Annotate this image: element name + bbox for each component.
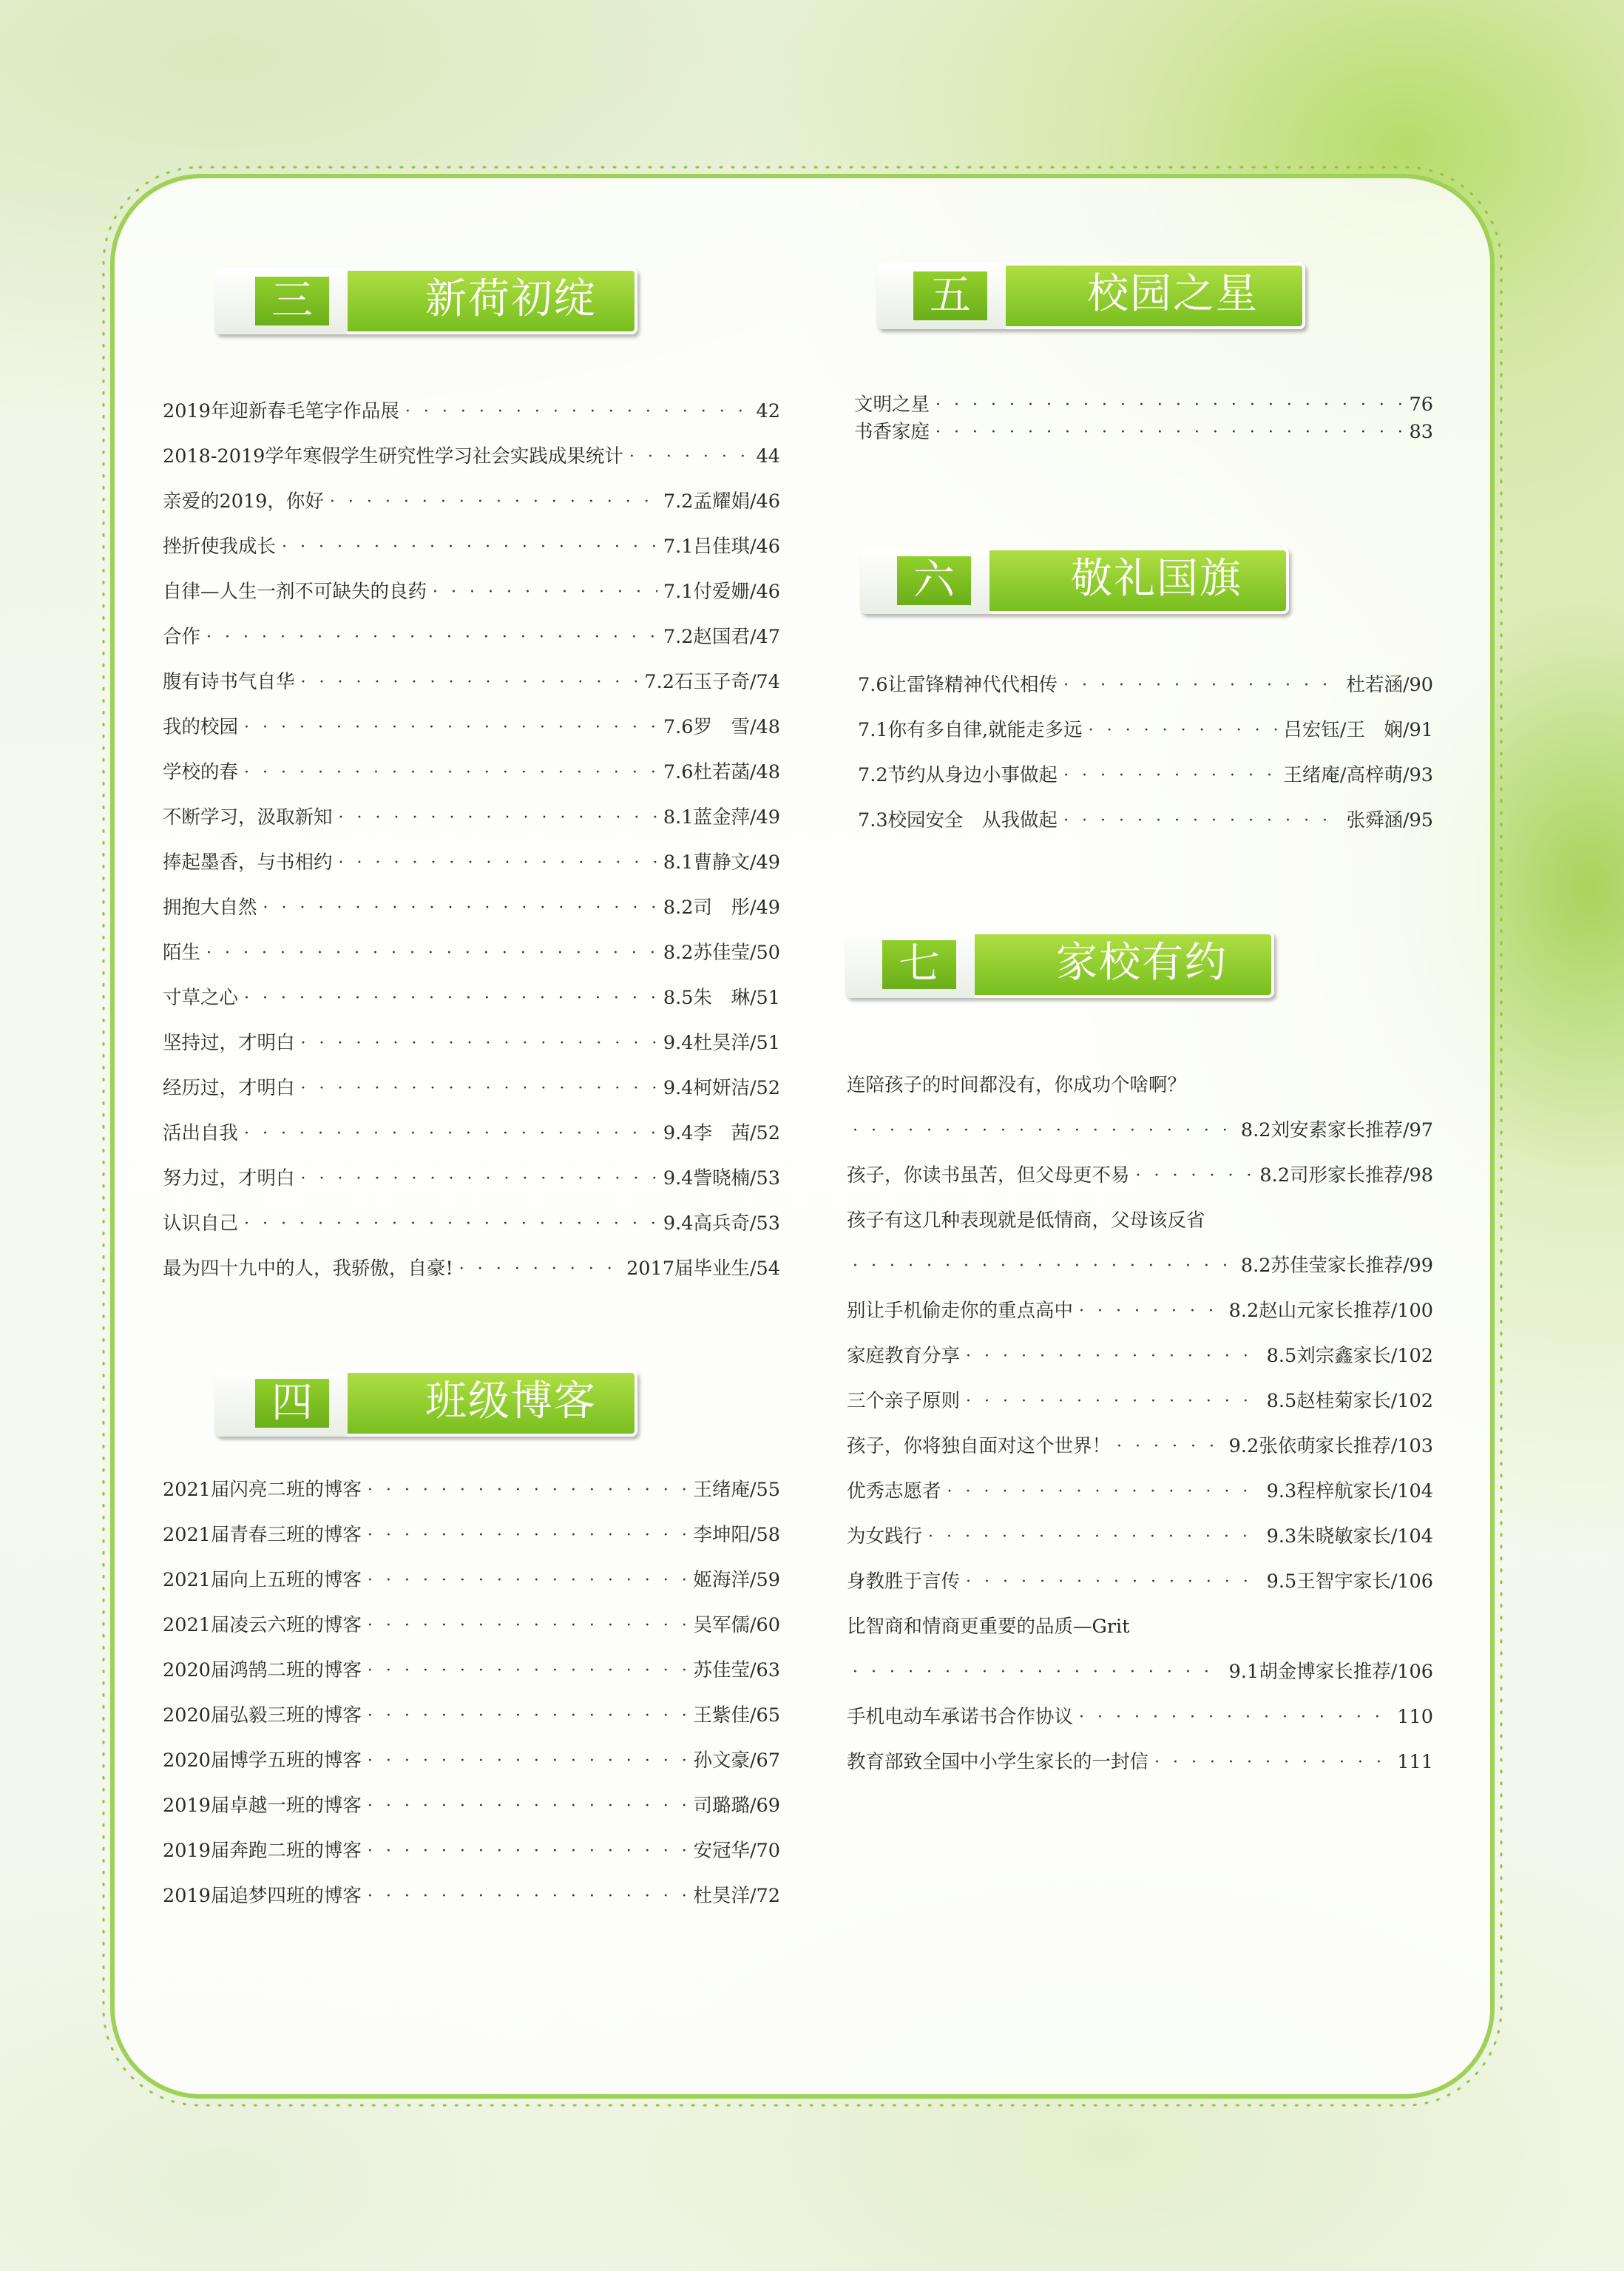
toc-entry-page: 2017届毕业生/54 — [626, 1258, 780, 1280]
toc-entry — [163, 615, 780, 660]
toc-entry-page: 8.2苏佳莹/50 — [663, 942, 780, 964]
toc-entry-title: 手机电动车承诺书合作协议 — [847, 1706, 1074, 1728]
toc-entry-page: 7.2孟耀娟/46 — [663, 490, 780, 513]
toc-entry-title: 孩子，你读书虽苦，但父母更不易 — [847, 1164, 1130, 1187]
toc-entry-page: 姬海洋/59 — [693, 1569, 780, 1591]
toc-entry — [163, 931, 780, 976]
toc-entry-title: 教育部致全国中小学生家长的一封信 — [847, 1751, 1149, 1773]
toc-entry — [847, 1379, 1433, 1424]
toc-entry — [847, 1153, 1433, 1198]
toc-entry-page: 吕宏钰/王 娴/91 — [1283, 719, 1433, 741]
dot-leader — [244, 976, 657, 1021]
toc-entry-title: 家庭教育分享 — [847, 1345, 961, 1367]
toc-list-s4 — [163, 1468, 780, 1919]
dot-leader — [368, 1648, 688, 1693]
section-title: 敬礼国旗 — [1071, 555, 1242, 603]
toc-entry — [163, 705, 780, 750]
toc-entry-title: 学校的春 — [163, 761, 239, 783]
dot-leader — [1117, 1424, 1223, 1469]
toc-entry — [163, 1738, 780, 1784]
section-number: 七 — [882, 940, 956, 989]
toc-entry — [163, 1066, 780, 1111]
toc-entry — [163, 750, 780, 795]
toc-entry-page: 李坤阳/58 — [693, 1524, 780, 1546]
dot-leader — [1079, 1289, 1223, 1334]
toc-entry-page: 杜若涵/90 — [1346, 674, 1433, 696]
toc-entry-title: 文明之星 — [854, 394, 930, 416]
toc-entry-title: 不断学习，汲取新知 — [163, 806, 333, 829]
toc-entry-title: 努力过，才明白 — [163, 1167, 295, 1190]
toc-entry-title: 自律—人生一剂不可缺失的良药 — [163, 581, 427, 603]
toc-entry — [847, 1289, 1433, 1334]
toc-entry — [163, 570, 780, 615]
toc-entry — [847, 1469, 1433, 1514]
section-header-5 — [876, 263, 1305, 329]
toc-entry-title: 7.6让雷锋精神代代相传 — [858, 674, 1058, 696]
dot-leader — [244, 1111, 657, 1156]
toc-entry-page: 9.1胡金博家长推荐/106 — [1228, 1661, 1433, 1683]
toc-entry-title: 经历过，才明白 — [163, 1077, 295, 1099]
toc-entry-title: 腹有诗书气自华 — [163, 671, 295, 693]
dot-leader — [244, 1201, 657, 1246]
toc-entry-page: 44 — [756, 445, 780, 468]
toc-entry — [847, 1514, 1433, 1559]
toc-entry-page: 76 — [1409, 394, 1433, 416]
toc-entry-page: 9.3朱晓敏家长/104 — [1266, 1525, 1433, 1548]
toc-entry — [163, 1829, 780, 1874]
dot-leader — [853, 1244, 1235, 1289]
dot-leader — [1063, 663, 1340, 708]
dot-leader — [301, 1021, 657, 1066]
dot-leader — [244, 705, 657, 750]
toc-entry-title: 孩子，你将独自面对这个世界！ — [847, 1435, 1112, 1457]
toc-entry-page: 8.5刘宗鑫家长/102 — [1266, 1345, 1433, 1367]
toc-entry — [847, 1559, 1433, 1604]
dot-leader — [206, 931, 657, 976]
toc-entry — [163, 840, 780, 885]
toc-entry-page: 司璐璐/69 — [693, 1795, 780, 1817]
toc-entry-page: 8.1曹静文/49 — [663, 851, 780, 874]
toc-entry — [163, 524, 780, 570]
toc-entry-title: 连陪孩子的时间都没有，你成功个啥啊？ — [847, 1074, 1187, 1096]
section-number: 三 — [255, 277, 329, 325]
toc-entry-page: 张舜涵/95 — [1346, 809, 1433, 831]
toc-entry — [847, 1108, 1433, 1153]
dot-leader — [339, 840, 657, 885]
toc-entry-page: 42 — [756, 400, 780, 422]
dot-leader — [853, 1650, 1223, 1695]
toc-entry-title: 2021届凌云六班的博客 — [163, 1614, 362, 1636]
toc-entry — [163, 1874, 780, 1919]
toc-entry-title: 我的校园 — [163, 716, 239, 738]
toc-entry-page: 7.1吕佳琪/46 — [663, 536, 780, 558]
toc-entry-page: 111 — [1397, 1751, 1433, 1773]
dot-leader — [433, 570, 657, 615]
section-title: 校园之星 — [1087, 270, 1259, 318]
toc-entry-title: 书香家庭 — [854, 421, 930, 443]
toc-entry — [163, 1693, 780, 1738]
toc-entry — [163, 1603, 780, 1648]
toc-entry-title: 亲爱的2019，你好 — [163, 490, 324, 513]
toc-entry-page: 王绪庵/高梓萌/93 — [1283, 764, 1433, 786]
toc-entry-title: 2019届奔跑二班的博客 — [163, 1840, 362, 1862]
toc-entry — [854, 391, 1433, 419]
toc-entry — [163, 1468, 780, 1513]
toc-entry-page: 9.4高兵奇/53 — [663, 1212, 780, 1235]
toc-entry — [163, 1558, 780, 1603]
toc-entry-page: 苏佳莹/63 — [693, 1659, 780, 1681]
dot-leader — [368, 1829, 688, 1874]
section-title: 班级博客 — [425, 1377, 597, 1425]
toc-list-s5 — [854, 391, 1433, 446]
toc-entry-title: 比智商和情商更重要的品质—Grit — [847, 1616, 1130, 1638]
toc-entry — [163, 389, 780, 434]
toc-entry-title: 2020届博学五班的博客 — [163, 1749, 362, 1772]
toc-entry — [858, 663, 1433, 708]
toc-entry-page: 7.2石玉子奇/74 — [644, 671, 780, 693]
dot-leader — [1063, 798, 1340, 843]
toc-entry-title: 2020届鸿鹄二班的博客 — [163, 1659, 362, 1681]
toc-entry-page: 9.4李 茜/52 — [663, 1122, 780, 1144]
dot-leader — [301, 1066, 657, 1111]
toc-entry-page: 8.2苏佳莹家长推荐/99 — [1240, 1255, 1433, 1277]
toc-entry-page: 9.2张依萌家长推荐/103 — [1228, 1435, 1433, 1457]
dot-leader — [936, 419, 1404, 446]
toc-entry-page: 8.2刘安素家长推荐/97 — [1240, 1119, 1433, 1141]
toc-entry-page: 9.4訾晓楠/53 — [663, 1167, 780, 1190]
toc-entry-page: 7.2赵国君/47 — [663, 626, 780, 648]
toc-entry-page: 王紫佳/65 — [693, 1704, 780, 1727]
toc-entry — [847, 1740, 1433, 1785]
dot-leader — [629, 434, 751, 479]
toc-entry-title: 认识自己 — [163, 1212, 239, 1235]
dot-leader — [368, 1738, 688, 1784]
toc-entry-title: 2019年迎新春毛笔字作品展 — [163, 400, 399, 422]
toc-entry — [847, 1695, 1433, 1740]
toc-entry — [163, 1156, 780, 1201]
toc-entry-page: 8.1蓝金萍/49 — [663, 806, 780, 829]
toc-entry-page: 7.1付爱姗/46 — [663, 581, 780, 603]
toc-entry — [847, 1650, 1433, 1695]
dot-leader — [368, 1513, 688, 1558]
toc-entry — [858, 798, 1433, 843]
dot-leader — [282, 524, 657, 570]
toc-entry — [858, 708, 1433, 753]
dot-leader — [301, 1156, 657, 1201]
section-number: 五 — [913, 271, 987, 320]
toc-entry — [163, 1513, 780, 1558]
section-header-7 — [845, 931, 1274, 998]
toc-entry-title: 身教胜于言传 — [847, 1570, 961, 1593]
dot-leader — [368, 1693, 688, 1738]
toc-entry — [163, 1246, 780, 1292]
dot-leader — [368, 1603, 688, 1648]
dot-leader — [966, 1379, 1261, 1424]
toc-entry-page: 杜昊洋/72 — [693, 1885, 780, 1907]
toc-entry — [163, 1111, 780, 1156]
toc-entry — [163, 1021, 780, 1066]
toc-entry-title: 捧起墨香，与书相约 — [163, 851, 333, 874]
section-number: 六 — [897, 556, 971, 605]
dot-leader — [330, 479, 657, 524]
toc-entry-page: 7.6杜若菡/48 — [663, 761, 780, 783]
toc-entry-title: 拥抱大自然 — [163, 897, 257, 919]
toc-entry-title: 7.1你有多自律,就能走多远 — [858, 719, 1083, 741]
toc-entry-page: 83 — [1409, 421, 1433, 443]
dot-leader — [966, 1559, 1261, 1604]
toc-entry — [163, 1201, 780, 1246]
dot-leader — [1154, 1740, 1391, 1785]
toc-entry-title: 7.3校园安全 从我做起 — [858, 809, 1058, 831]
toc-entry — [847, 1244, 1433, 1289]
toc-entry-title: 最为四十九中的人，我骄傲，自豪! — [163, 1258, 453, 1280]
toc-list-s7 — [847, 1063, 1433, 1785]
toc-entry-title: 活出自我 — [163, 1122, 239, 1144]
toc-entry — [163, 434, 780, 479]
dot-leader — [368, 1874, 688, 1919]
toc-entry-page: 7.6罗 雪/48 — [663, 716, 780, 738]
toc-entry-page: 王绪庵/55 — [693, 1479, 780, 1501]
toc-entry — [858, 753, 1433, 798]
dot-leader — [1089, 708, 1278, 753]
toc-entry-page: 8.5赵桂菊家长/102 — [1266, 1390, 1433, 1412]
section-header-3 — [214, 268, 637, 334]
dot-leader — [1136, 1153, 1254, 1198]
toc-entry-title: 孩子有这几种表现就是低情商，父母该反省 — [847, 1209, 1205, 1232]
toc-entry-page: 8.2司形家长推荐/98 — [1259, 1164, 1433, 1187]
section-number: 四 — [255, 1379, 329, 1428]
toc-entry-page: 110 — [1397, 1706, 1433, 1728]
dot-leader — [368, 1784, 688, 1829]
dot-leader — [206, 615, 657, 660]
toc-entry — [163, 1648, 780, 1693]
section-header-6 — [860, 547, 1289, 614]
dot-leader — [244, 750, 657, 795]
dot-leader — [936, 391, 1404, 419]
dot-leader — [459, 1246, 620, 1292]
toc-entry-title: 2019届追梦四班的博客 — [163, 1885, 362, 1907]
toc-entry-page: 8.5朱 琳/51 — [663, 987, 780, 1009]
toc-entry — [163, 660, 780, 705]
dot-leader — [853, 1108, 1235, 1153]
dot-leader — [368, 1558, 688, 1603]
dot-leader — [301, 660, 639, 705]
toc-entry — [163, 795, 780, 840]
toc-entry-title: 7.2节约从身边小事做起 — [858, 764, 1058, 786]
toc-entry — [163, 885, 780, 931]
section-title: 新荷初绽 — [425, 275, 597, 323]
toc-entry-title: 2021届青春三班的博客 — [163, 1524, 362, 1546]
section-header-4 — [214, 1370, 637, 1437]
toc-entry-page: 9.3程梓航家长/104 — [1266, 1480, 1433, 1502]
toc-entry-title: 为女践行 — [847, 1525, 923, 1548]
toc-entry — [854, 419, 1433, 446]
toc-entry-title: 2018-2019学年寒假学生研究性学习社会实践成果统计 — [163, 445, 623, 468]
toc-entry — [847, 1424, 1433, 1469]
toc-entry-title: 2019届卓越一班的博客 — [163, 1795, 362, 1817]
dot-leader — [263, 885, 657, 931]
toc-entry-page: 安冠华/70 — [693, 1840, 780, 1862]
toc-entry — [847, 1198, 1433, 1244]
toc-entry-page: 8.2司 彤/49 — [663, 897, 780, 919]
toc-entry — [847, 1334, 1433, 1379]
toc-entry-title: 坚持过，才明白 — [163, 1032, 295, 1054]
toc-entry-title: 优秀志愿者 — [847, 1480, 941, 1502]
toc-entry-title: 陌生 — [163, 942, 201, 964]
toc-entry — [163, 1784, 780, 1829]
dot-leader — [947, 1469, 1261, 1514]
section-title: 家校有约 — [1056, 939, 1228, 987]
dot-leader — [339, 795, 657, 840]
toc-entry-title: 寸草之心 — [163, 987, 239, 1009]
toc-entry-page: 吴军儒/60 — [693, 1614, 780, 1636]
toc-entry — [847, 1063, 1433, 1108]
toc-list-s6 — [858, 663, 1433, 843]
toc-entry-page: 9.4杜昊洋/51 — [663, 1032, 780, 1054]
toc-entry — [163, 976, 780, 1021]
toc-entry-title: 挫折使我成长 — [163, 536, 277, 558]
dot-leader — [368, 1468, 688, 1513]
dot-leader — [928, 1514, 1261, 1559]
toc-entry-title: 三个亲子原则 — [847, 1390, 961, 1412]
toc-entry — [163, 479, 780, 524]
toc-entry-title: 2021届闪亮二班的博客 — [163, 1479, 362, 1501]
toc-entry-page: 8.2赵山元家长推荐/100 — [1228, 1300, 1433, 1322]
dot-leader — [1079, 1695, 1391, 1740]
toc-entry-title: 合作 — [163, 626, 201, 648]
toc-entry-title: 别让手机偷走你的重点高中 — [847, 1300, 1074, 1322]
toc-entry-page: 孙文豪/67 — [693, 1749, 780, 1772]
toc-entry — [847, 1604, 1433, 1650]
toc-entry-page: 9.4柯妍洁/52 — [663, 1077, 780, 1099]
toc-entry-title: 2020届弘毅三班的博客 — [163, 1704, 362, 1727]
toc-entry-title: 2021届向上五班的博客 — [163, 1569, 362, 1591]
dot-leader — [1063, 753, 1277, 798]
toc-entry-page: 9.5王智宇家长/106 — [1266, 1570, 1433, 1593]
dot-leader — [405, 389, 751, 434]
dot-leader — [966, 1334, 1261, 1379]
toc-list-s3 — [163, 389, 780, 1292]
